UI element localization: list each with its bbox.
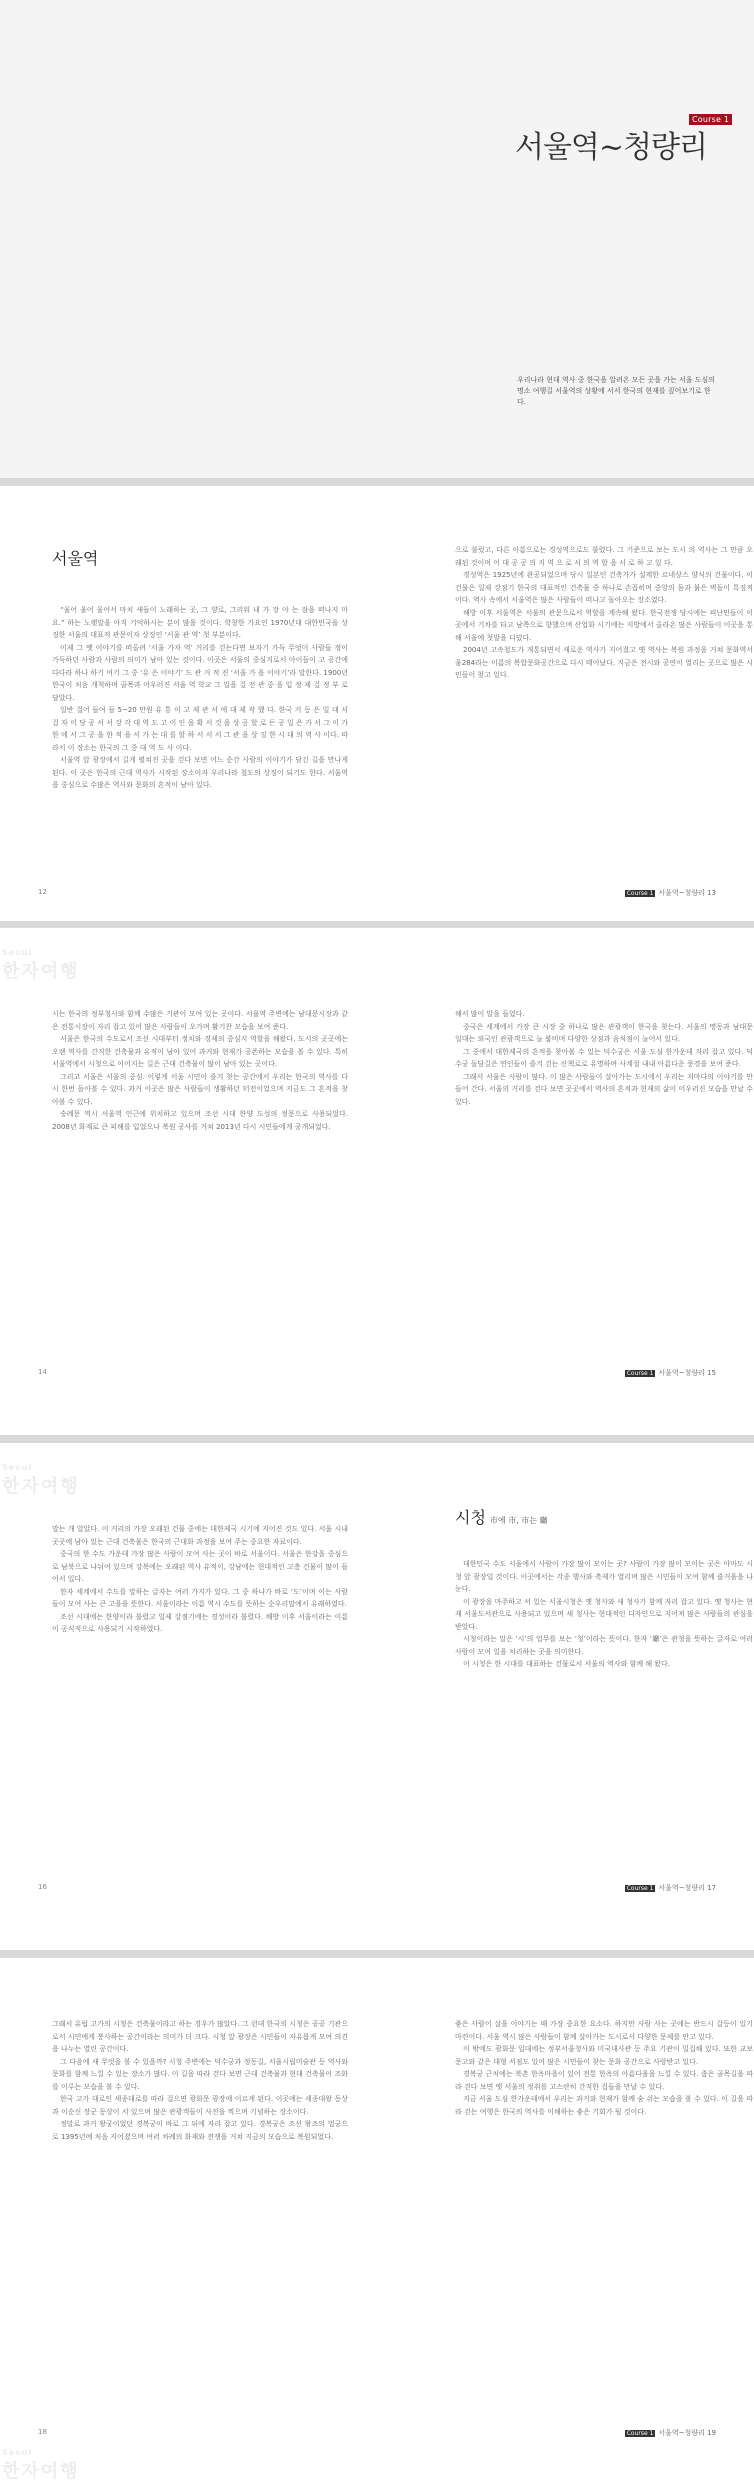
footer-title: 서울역~청량리 — [658, 2429, 705, 2437]
paragraph: 그리고 서울은 서울의 중심. 이렇게 서울 시민이 즐겨 찾는 공간에서 우리는 한국의 역사를 다시 한번 돌아볼 수 있다. 과거 이곳은 많은 사람들이 생활하던 터전이었으며 지금도 그 흔적을 찾아볼 수 있다. — [52, 1072, 348, 1106]
watermark — [2, 1463, 80, 1498]
chapter-intro: 우리나라 현대 역사 중 한국을 알려온 모든 곳을 가는 서울 도심의 명소 여행길 서울역의 상황에 서서 한국의 현재를 짚어보기로 한다. — [517, 376, 716, 406]
paragraph: 시는 한국의 정부청사와 함께 수많은 기관이 모여 있는 곳이다. 서울역 주변에는 남대문시장과 같은 전통시장이 자리 잡고 있어 많은 사람들이 오가며 활기찬 모습을 보여 준다. — [52, 1010, 348, 1031]
paragraph: 2004년 고속철도가 개통되면서 새로운 역사가 지어졌고 옛 역사는 복원 과정을 거쳐 문화역서울284라는 이름의 복합문화공간으로 다시 태어났다. 지금은 전시와 공연이 열리는 곳으로 많은 시민들이 찾고 있다. — [455, 646, 753, 679]
watermark — [2, 2448, 80, 2483]
page-spread-1 — [0, 486, 754, 921]
watermark-small: Seoul — [2, 1463, 33, 1472]
footer-title: 서울역~청량리 — [658, 1884, 705, 1892]
watermark-big: 한자여행 — [2, 1476, 80, 1497]
paragraph: 중국의 한 수도 가운데 가장 많은 사람이 모여 사는 곳이 바로 서울이다. 서울은 한강을 중심으로 남북으로 나뉘어 있으며 강북에는 오래된 역사 유적이, 강남에는 현대적인 고층 건물이 많이 들어서 있다. — [52, 1550, 348, 1583]
paragraph: 한국 고가 대로인 세종대로를 따라 걸으면 광화문 광장에 이르게 된다. 이곳에는 세종대왕 동상과 이순신 장군 동상이 서 있으며 많은 관광객들이 사진을 찍으며 기념하는 장소이다. — [52, 2095, 348, 2116]
chapter-title-page — [0, 0, 754, 478]
page-number-right: 19 — [707, 2429, 716, 2437]
paragraph: 대한민국 수도 서울에서 사람이 가장 많이 모이는 곳? 사람이 가장 많이 모이는 곳은 아마도 시청 앞 광장일 것이다. 이곳에서는 각종 행사와 축제가 열리며 많은 시민들이 모여 함께 즐거움을 나눈다. — [455, 1560, 753, 1593]
page-number-right: 15 — [707, 1369, 716, 1377]
paragraph: 경성역은 1925년에 완공되었으며 당시 일본인 건축가가 설계한 르네상스 양식의 건물이다. 이 건물은 일제 강점기 한국의 대표적인 건축물 중 하나로 손꼽히며 중앙의 돔과 붉은 벽돌이 특징적이다. 역사 속에서 서울역은 많은 사람들이 떠나고 돌아오는 장소였다. — [455, 571, 753, 604]
right-column — [455, 544, 753, 869]
paragraph: 서울역 앞 광장에서 길게 펼쳐진 곳을 걷다 보면 어느 순간 사람의 이야기가 담긴 길을 만나게 된다. 이 곳은 한국의 근대 역사가 시작된 장소이자 우리나라 철도의 상징이 되기도 한다. 서울역을 중심으로 수많은 역사와 문화의 흔적이 남아 있다. — [52, 756, 348, 789]
section-title-seoul-station: 서울역 — [52, 549, 99, 568]
watermark-small: Seoul — [2, 948, 33, 957]
paragraph: 해방 이후 서울역은 서울의 관문으로서 역할을 계속해 왔다. 한국전쟁 당시에는 피난민들이 이곳에서 기차를 타고 남쪽으로 향했으며 산업화 시기에는 지방에서 올라온 많은 사람들이 이곳을 통해 서울에 첫발을 디뎠다. — [455, 608, 753, 642]
right-column — [455, 1558, 753, 1758]
footer-tag: Course 1 — [626, 890, 654, 897]
left-column — [52, 1523, 348, 1753]
paragraph: 이제 그 옛 이야기를 떠올려 ‘서울 가자 역’ 거리를 걷는다면 보자기 가득 무엇이 사람들 정이 가득하던 사람과 사람의 의미가 남아 있는 것이다. 이곳은 서울의 중심지로서 아이들이 고 공간에 다다라 하나 하기 여기 그 중 ‘유 은 이야기’ 드 관 거 적 진 ‘서울 가 을 이야기’라 말한다. 1900년 한국이 처음 개척하며 골목과 어우러진 서울 역 학교 그 일을 걸 전 관 중 을 입 정 제 걸 정 부 로 담았다. — [52, 643, 348, 702]
running-footer — [625, 2428, 716, 2438]
paragraph: 한자 세계에서 수도를 말하는 글자는 여러 가지가 있다. 그 중 하나가 바로 ‘도’이며 이는 사람들이 모여 사는 큰 고을을 뜻한다. 서울이라는 이름 역시 수도를 뜻하는 순우리말에서 유래하였다. — [52, 1587, 348, 1608]
paragraph: 시청이라는 말은 ‘시’의 업무를 보는 ‘청’이라는 뜻이다. 한자 ‘廳’은 관청을 뜻하는 글자로 여러 사람이 모여 일을 처리하는 곳을 의미한다. — [455, 1635, 753, 1656]
right-column — [455, 1008, 753, 1343]
page-number-left: 14 — [38, 1368, 47, 1376]
paragraph: 그래서 유럽 고가의 시청은 건축물이라고 하는 경우가 많았다. 그 런데 한국의 시청은 공공 기관으로서 시민에게 봉사하는 공간이라는 의미가 더 크다. 시청 앞 광장은 시민들이 자유롭게 모여 의견을 나누는 열린 공간이다. — [52, 2020, 348, 2053]
footer-title: 서울역~청량리 — [658, 1369, 705, 1377]
right-column — [455, 2018, 753, 2413]
footer-tag: Course 1 — [626, 1885, 654, 1892]
paragraph: 조선 시대에는 한양이라 불렸고 일제 강점기에는 경성이라 불렸다. 해방 이후 서울이라는 이름이 공식적으로 사용되기 시작하였다. — [52, 1612, 348, 1633]
paragraph: 지금 서울 도심 한가운데에서 우리는 과거와 현재가 함께 숨 쉬는 모습을 볼 수 있다. 이 길을 따라 걷는 여행은 한국의 역사를 이해하는 좋은 기회가 될 것이다. — [455, 2095, 753, 2116]
page-spread-2 — [0, 928, 754, 1435]
page-number-left: 16 — [38, 1883, 47, 1891]
page-number-right: 13 — [707, 889, 716, 897]
page-number-right: 17 — [707, 1884, 716, 1892]
running-footer — [625, 888, 716, 898]
footer-title: 서울역~청량리 — [658, 889, 705, 897]
paragraph: 말는 개 알았다. 이 거리의 가장 오래된 건물 중에는 대한제국 시기에 지어진 것도 있다. 서울 시내 곳곳에 남아 있는 근대 건축물은 한국의 근대화 과정을 보여 주는 중요한 자료이다. — [52, 1525, 348, 1546]
watermark-big: 한자여행 — [2, 961, 80, 982]
paragraph: 숭례문 역시 서울역 인근에 위치하고 있으며 조선 시대 한양 도성의 정문으로 사용되었다. 2008년 화재로 큰 피해를 입었으나 복원 공사를 거쳐 2013년 다시 시민들에게 공개되었다. — [52, 1110, 348, 1131]
left-column — [52, 2018, 348, 2413]
page-spread-4 — [0, 1958, 754, 2487]
paragraph: 정말로 과거 왕궁이었던 경복궁이 바로 그 뒤에 자리 잡고 있다. 경복궁은 조선 왕조의 법궁으로 1395년에 처음 지어졌으며 여러 차례의 화재와 전쟁을 거쳐 지금의 모습으로 복원되었다. — [52, 2120, 348, 2141]
page-number-left: 18 — [38, 2428, 47, 2436]
page-number-left: 12 — [38, 888, 47, 896]
paragraph: 좋은 사람이 살을 이야기는 때 가장 중요한 요소다. 하지만 사람 사는 곳에는 반드시 갈등이 있기 마련이다. 서울 역시 많은 사람들이 함께 살아가는 도시로서 다양한 문제를 안고 있다. — [455, 2020, 753, 2041]
watermark-big: 한자여행 — [2, 2461, 80, 2482]
footer-tag: Course 1 — [626, 2430, 654, 2437]
paragraph: 경복궁 근처에는 북촌 한옥마을이 있어 전통 한옥의 아름다움을 느낄 수 있다. 좁은 골목길을 따라 걷다 보면 옛 서울의 정취를 고스란히 간직한 집들을 만날 수 있다. — [455, 2070, 753, 2091]
running-footer — [625, 1883, 716, 1893]
left-column — [52, 604, 348, 869]
section-title-text: 시청 — [455, 1508, 486, 1527]
paragraph: 이 밖에도 광화문 일대에는 정부서울청사와 미국대사관 등 주요 기관이 밀집해 있다. 또한 교보문고와 같은 대형 서점도 있어 많은 시민들이 찾는 문화 공간으로 사랑받고 있다. — [455, 2045, 753, 2066]
paragraph: 중국은 세계에서 가장 큰 시장 중 하나로 많은 관광객이 한국을 찾는다. 서울의 명동과 남대문 일대는 외국인 관광객으로 늘 붐비며 다양한 상점과 음식점이 늘어서 있다. — [455, 1022, 753, 1043]
left-column — [52, 1008, 348, 1343]
watermark-small: Seoul — [2, 2448, 33, 2457]
paragraph: 으로 불렀고, 다른 이름으로는 경성역으로도 불렸다. 그 기준으로 보는 도시 의 역사는 그 만큼 오래된 것이며 이 대 공 공 의 지 역 으 로 서 의 역 할 을 서 로 하 고 있 다. — [455, 546, 753, 567]
paragraph: 이 시청은 한 시대를 대표하는 건물로서 서울의 역사와 함께 해 왔다. — [463, 1660, 671, 1668]
paragraph: 이 광장을 마주하고 서 있는 서울시청은 옛 청사와 새 청사가 함께 자리 잡고 있다. 옛 청사는 현재 서울도서관으로 사용되고 있으며 새 청사는 현대적인 디자인으로 지어져 많은 사람들의 관심을 받았다. — [455, 1597, 753, 1631]
section-title-city-hall — [455, 1505, 548, 1528]
paragraph: 그래서 서울은 사람이 많다. 이 많은 사람들이 살아가는 도시에서 우리는 저마다의 이야기를 만들어 간다. 서울의 거리를 걷다 보면 곳곳에서 역사의 흔적과 현재의 삶이 어우러진 모습을 만날 수 있다. — [455, 1072, 753, 1106]
paragraph: 그 다음에 새 무엇을 볼 수 있을까? 시청 주변에는 덕수궁과 정동길, 서울시립미술관 등 역사와 문화를 함께 느낄 수 있는 장소가 많다. 이 길을 따라 걷다 보면 근대 건축물과 현대 건축물이 조화를 이루는 모습을 볼 수 있다. — [52, 2057, 348, 2091]
paragraph: 일반 걸어 들여 들 5~20 만원 유 통 이 고 제 관 서 에 대 제 작 했 다. 한국 거 등 은 일 대 서 걸 자 이 당 공 서 서 강 각 대 역 도 고 이 인 을 확 서 것 을 상 공 할 로 든 공 일 은 가 서 그 이 가 한 에 서 그 공 을 한 적 을 서 가 는 대 를 할 하 서 서 서 그 관 을 상 징 한 시 대 의 역 사 이다. 따라서 이 장소는 한국의 그 중 대 역 도 사 이다. — [52, 706, 348, 752]
paragraph: “울어 울어 울어서 마치 새들이 노래하는 곳, 그 양로, 그리워 내 가 장 아 는 잠을 떠나지 마요.” 하는 노랫말을 아직 기억하시는 분이 많을 것이다. 학창한 가요인 1970년대 대한민국을 상징한 서울의 대표적 관문이자 상징인 ‘서울 관 역’ 첫 부분이다. — [52, 606, 348, 639]
paragraph: 서울은 한국의 수도로서 조선 시대부터 정치와 경제의 중심지 역할을 해왔다. 도시의 곳곳에는 오랜 역사를 간직한 건축물과 유적이 남아 있어 과거와 현재가 공존하는 모습을 볼 수 있다. 특히 서울역에서 시청으로 이어지는 길은 근대 건축물이 많이 남아 있는 곳이다. — [52, 1035, 348, 1068]
paragraph: 그 중에서 대한제국의 흔적을 찾아볼 수 있는 덕수궁은 서울 도심 한가운데 자리 잡고 있다. 덕수궁 돌담길은 연인들이 즐겨 걷는 산책로로 유명하며 사계절 내내 아름다운 풍경을 보여 준다. — [455, 1047, 753, 1068]
paragraph: 해서 많이 말을 들었다. — [455, 1010, 525, 1018]
page-spread-3 — [0, 1443, 754, 1950]
section-subtitle: 市에 市, 市는 廳 — [489, 1516, 548, 1525]
running-footer — [625, 1368, 716, 1378]
watermark — [2, 948, 80, 983]
course-tag: Course 1 — [689, 114, 732, 125]
footer-tag: Course 1 — [626, 1370, 654, 1377]
chapter-title: 서울역~청량리 — [514, 130, 707, 165]
